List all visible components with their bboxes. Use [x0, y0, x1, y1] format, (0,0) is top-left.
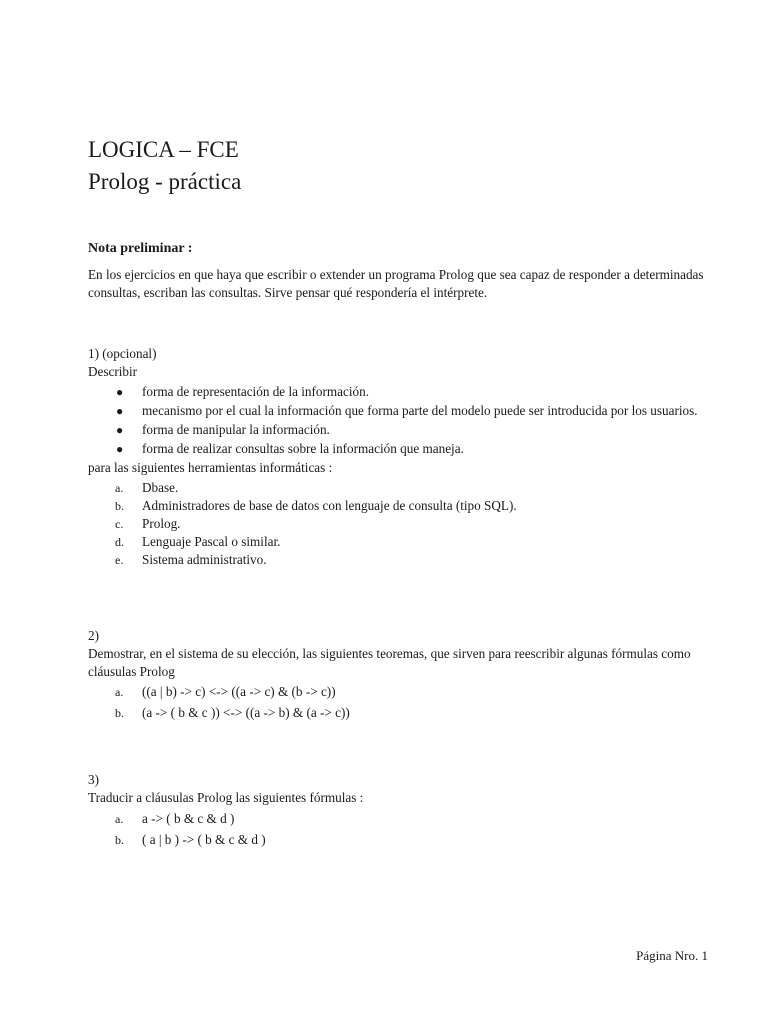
exercise-1-number: 1) (opcional)	[88, 346, 157, 361]
list-item	[88, 515, 716, 533]
page-number: Página Nro. 1	[636, 948, 708, 963]
list-item	[88, 533, 716, 551]
list-item	[88, 479, 716, 497]
note-heading: Nota preliminar :	[88, 241, 193, 256]
exercise-3-number: 3)	[88, 772, 99, 787]
exercise-3-list	[88, 810, 716, 849]
item-text: a -> ( b & c & d )	[142, 811, 235, 826]
list-item	[88, 383, 716, 401]
list-item	[88, 810, 716, 828]
list-item	[88, 402, 716, 420]
document-page	[88, 0, 718, 1024]
item-letter: a.	[115, 481, 124, 495]
item-letter: b.	[115, 499, 124, 513]
item-text: ((a | b) -> c) <-> ((a -> c) & (b -> c))	[142, 684, 336, 699]
bullet-text: forma de realizar consultas sobre la información que maneja.	[142, 441, 464, 456]
exercise-1-intro: Describir	[88, 364, 138, 379]
item-letter: a.	[115, 812, 124, 826]
item-text: Lenguaje Pascal o similar.	[142, 534, 281, 549]
item-letter: b.	[115, 706, 124, 720]
exercise-1-tools-intro: para las siguientes herramientas informáticas :	[88, 460, 333, 475]
exercise-2-number: 2)	[88, 628, 99, 643]
title-subject: Prolog - práctica	[88, 169, 242, 194]
bullet-dot-icon: ●	[116, 423, 124, 437]
bullet-text: forma de manipular la información.	[142, 422, 330, 437]
item-text: Administradores de base de datos con lenguaje de consulta (tipo SQL).	[142, 498, 517, 513]
item-text: Sistema administrativo.	[142, 552, 267, 567]
exercise-2-list	[88, 683, 716, 722]
list-item	[88, 683, 716, 701]
bullet-text: forma de representación de la información.	[142, 384, 370, 399]
item-text: Dbase.	[142, 480, 179, 495]
item-letter: e.	[115, 553, 124, 567]
item-text: ( a | b ) -> ( b & c & d )	[142, 832, 266, 847]
item-letter: b.	[115, 833, 124, 847]
item-letter: d.	[115, 535, 124, 549]
exercise-1	[88, 345, 716, 569]
exercise-1-bullet-list	[88, 383, 716, 458]
title-course: LOGICA – FCE	[88, 137, 239, 162]
document-title	[88, 134, 241, 198]
item-text: Prolog.	[142, 516, 181, 531]
bullet-dot-icon: ●	[116, 404, 124, 418]
list-item	[88, 551, 716, 569]
bullet-dot-icon: ●	[116, 442, 124, 456]
exercise-1-tools-list	[88, 479, 716, 569]
note-body: En los ejercicios en que haya que escribir o extender un programa Prolog que sea capaz de responder a determinadas consultas, escriban las consultas. Sirve pensar qué respondería el intérprete.	[88, 267, 704, 300]
list-item	[88, 421, 716, 439]
exercise-3	[88, 771, 716, 849]
exercise-2-intro: Demostrar, en el sistema de su elección, las siguientes teoremas, que sirven para reescribir algunas fórmulas como cláusulas Prolog	[88, 646, 691, 679]
list-item	[88, 704, 716, 722]
list-item	[88, 831, 716, 849]
exercise-3-intro: Traducir a cláusulas Prolog las siguientes fórmulas :	[88, 790, 364, 805]
exercise-2	[88, 627, 716, 722]
list-item	[88, 440, 716, 458]
item-letter: a.	[115, 685, 124, 699]
list-item	[88, 497, 716, 515]
bullet-dot-icon: ●	[116, 385, 124, 399]
bullet-text: mecanismo por el cual la información que forma parte del modelo puede ser introducida por los usuarios.	[142, 403, 698, 418]
item-text: (a -> ( b & c )) <-> ((a -> b) & (a -> c))	[142, 705, 350, 720]
item-letter: c.	[115, 517, 124, 531]
